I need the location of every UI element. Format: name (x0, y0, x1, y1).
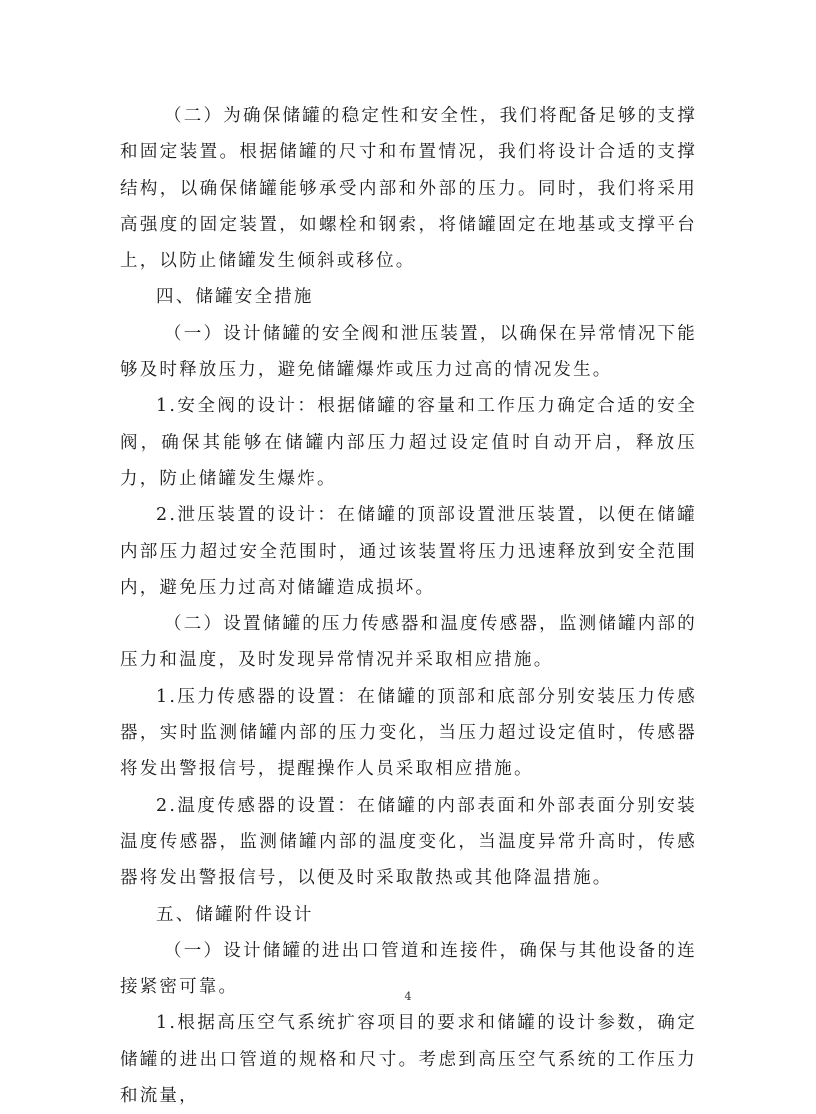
paragraph-pressure-sensor: 1.压力传感器的设置：在储罐的顶部和底部分别安装压力传感器，实时监测储罐内部的压力变化，当压力超过设定值时，传感器将发出警报信号，提醒操作人员采取相应措施。 (120, 686, 697, 780)
paragraph-temperature-sensor: 2.温度传感器的设置：在储罐的内部表面和外部表面分别安装温度传感器，监测储罐内部的温度变化，当温度异常升高时，传感器将发出警报信号，以便及时采取散热或其他降温措施。 (120, 795, 697, 889)
section-heading-safety-measures: 四、储罐安全措施 (156, 287, 314, 308)
paragraph-pipes-connectors: （一）设计储罐的进出口管道和连接件，确保与其他设备的连接紧密可靠。 (120, 940, 697, 998)
document-body (120, 98, 697, 1114)
paragraph-relief-devices: （一）设计储罐的安全阀和泄压装置，以确保在异常情况下能够及时释放压力，避免储罐爆炸或压力过高的情况发生。 (120, 323, 697, 381)
section-heading-accessories: 五、储罐附件设计 (156, 904, 314, 925)
page-number: 4 (404, 990, 412, 1003)
paragraph-sensors: （二）设置储罐的压力传感器和温度传感器，监测储罐内部的压力和温度，及时发现异常情况并采取相应措施。 (120, 614, 697, 671)
paragraph-pipe-specs: 1.根据高压空气系统扩容项目的要求和储罐的设计参数，确定储罐的进出口管道的规格和尺寸。考虑到高压空气系统的工作压力和流量， (120, 1013, 697, 1107)
paragraph-safety-valve: 1.安全阀的设计：根据储罐的容量和工作压力确定合适的安全阀，确保其能够在储罐内部压力超过设定值时自动开启，释放压力，防止储罐发生爆炸。 (120, 396, 697, 489)
paragraph-pressure-relief: 2.泄压装置的设计：在储罐的顶部设置泄压装置，以便在储罐内部压力超过安全范围时，通过该装置将压力迅速释放到安全范围内，避免压力过高对储罐造成损坏。 (120, 505, 697, 598)
paragraph-support-fixing: （二）为确保储罐的稳定性和安全性，我们将配备足够的支撑和固定装置。根据储罐的尺寸和布置情况，我们将设计合适的支撑结构，以确保储罐能够承受内部和外部的压力。同时，我们将采用高强度的固定装置，如螺栓和钢索，将储罐固定在地基或支撑平台上，以防止储罐发生倾斜或移位。 (120, 106, 697, 272)
